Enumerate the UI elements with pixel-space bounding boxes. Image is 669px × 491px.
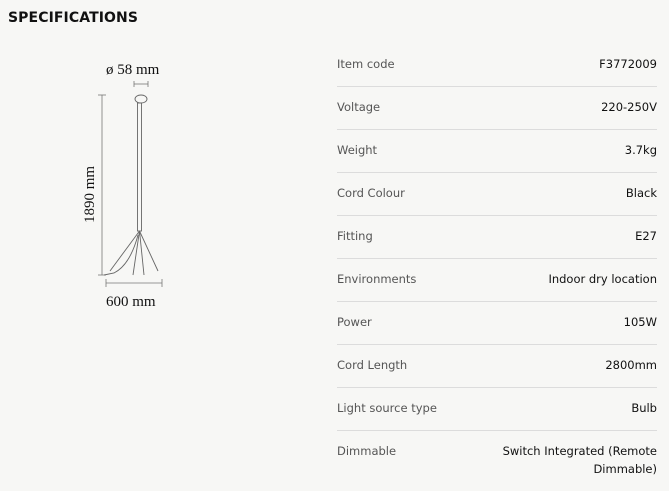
spec-value: 220-250V [601,100,657,114]
height-label: 1890 mm [82,165,98,223]
spec-row-environments [337,259,657,302]
spec-value: 105W [623,315,657,329]
spec-label: Light source type [337,401,437,415]
spec-label: Cord Colour [337,186,405,200]
spec-value: Bulb [631,401,657,415]
spec-row-cord-colour [337,173,657,216]
spec-label: Fitting [337,229,373,243]
page-title: SPECIFICATIONS [8,10,139,26]
spec-value: F3772009 [599,57,657,71]
diameter-label: ø 58 mm [106,62,160,78]
spec-label: Dimmable [337,444,397,458]
width-label: 600 mm [106,294,156,310]
spec-row-voltage [337,87,657,130]
spec-row-cord-length [337,345,657,388]
spec-row-fitting [337,216,657,259]
spec-value: Black [625,186,657,200]
spec-label: Environments [337,272,417,286]
spec-row-item-code [337,44,657,87]
spec-row-dimmable [337,431,657,491]
spec-label: Voltage [337,100,381,114]
spec-label: Cord Length [337,358,408,372]
spec-value: E27 [635,229,657,243]
spec-row-weight [337,130,657,173]
spec-value: Indoor dry location [548,272,657,286]
spec-row-light-source-type [337,388,657,431]
specs-table [337,44,657,491]
spec-label: Weight [337,143,378,157]
spec-label: Power [337,315,372,329]
lamp-dimension-drawing [70,55,200,315]
spec-value: 3.7kg [624,143,657,157]
spec-row-power [337,302,657,345]
spec-label: Item code [337,57,395,71]
spec-value: 2800mm [605,358,657,372]
spec-value: Switch Integrated (Remote Dimmable) [502,444,657,476]
